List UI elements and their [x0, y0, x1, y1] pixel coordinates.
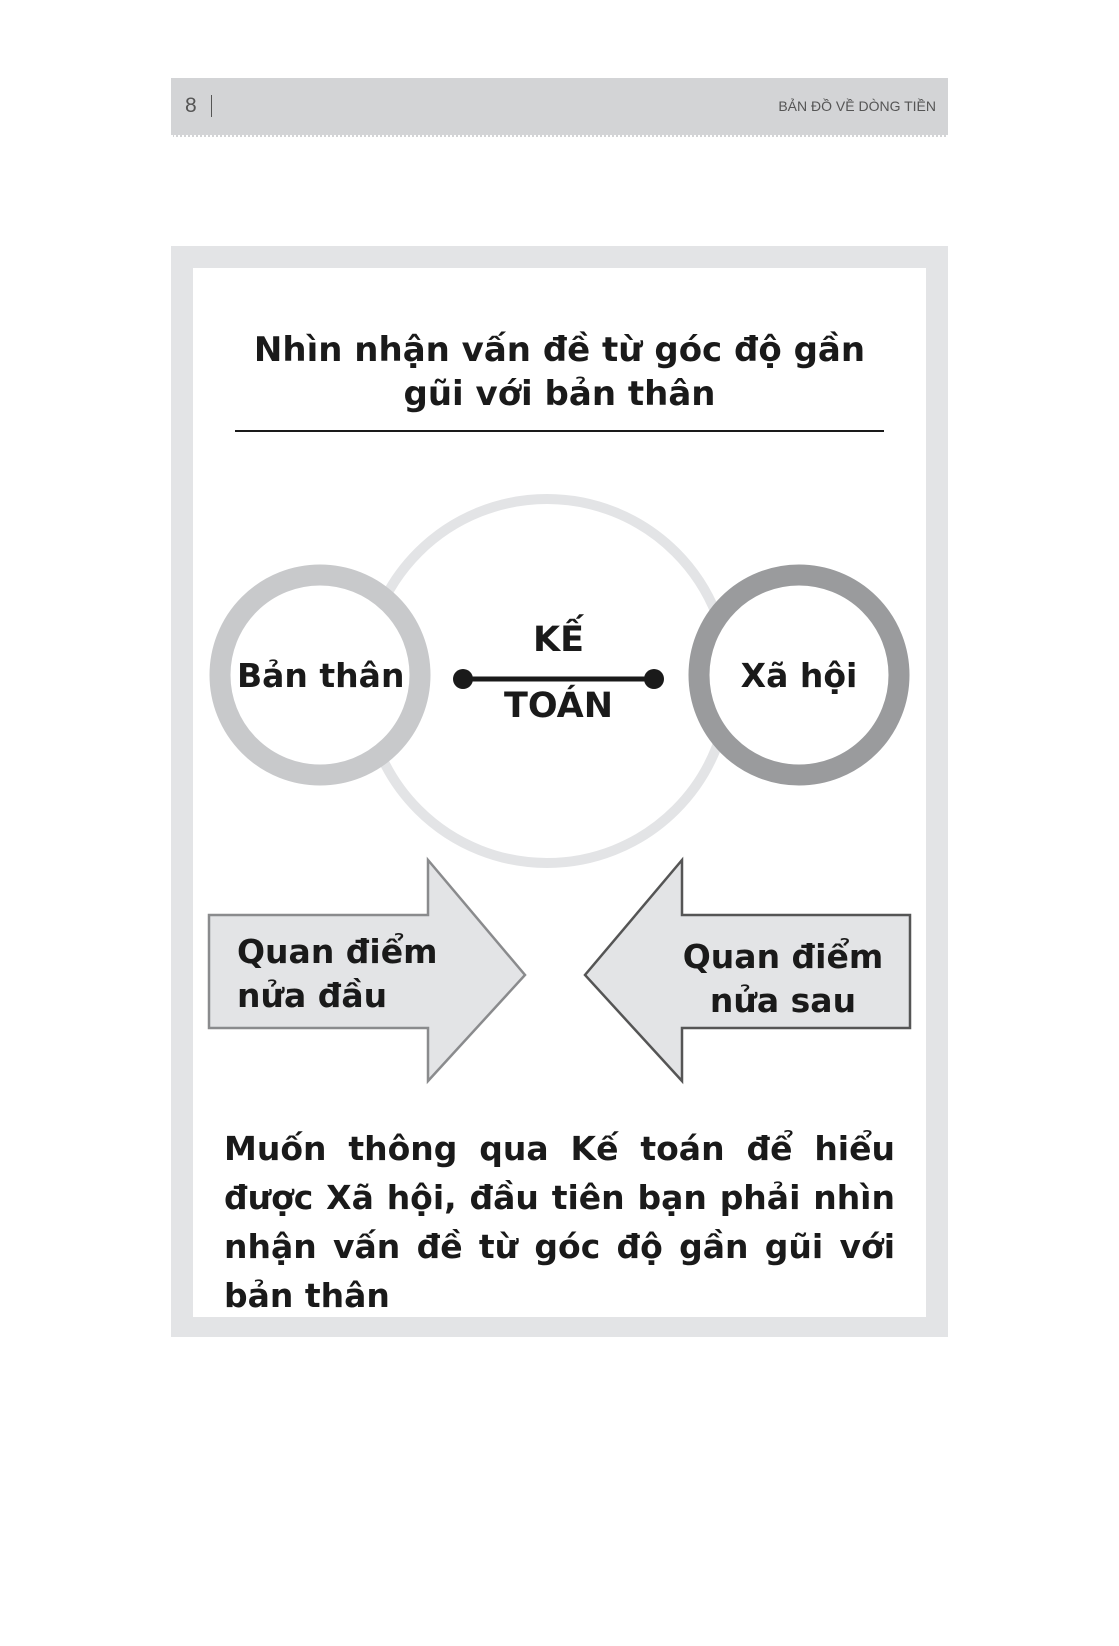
page-number: 8 [185, 94, 197, 117]
left-arrow-label [237, 930, 438, 1018]
center-label-top: KẾ [532, 620, 585, 660]
figure-panel [193, 268, 926, 1317]
right-arrow-label [673, 935, 893, 1023]
center-label-bottom: TOÁN [503, 686, 614, 726]
left-arrow-line2: nửa đầu [237, 976, 388, 1015]
figure-caption: Muốn thông qua Kế toán để hiểu được Xã hội, đầu tiên bạn phải nhìn nhận vấn đề từ góc độ gần gũi với bản thân [224, 1129, 895, 1315]
left-arrow-line1: Quan điểm [237, 932, 438, 971]
figure-title: Nhìn nhận vấn đề từ góc độ gần gũi với bản thân [253, 330, 866, 414]
page-header [171, 78, 948, 137]
header-divider [211, 95, 212, 117]
running-title: BẢN ĐỒ VỀ DÒNG TIỀN [778, 98, 936, 114]
right-circle-label: Xã hội [740, 656, 858, 695]
right-arrow-line1: Quan điểm [682, 937, 884, 976]
right-arrow-line2: nửa sau [709, 981, 857, 1020]
left-circle-label: Bản thân [237, 656, 405, 695]
figure-frame [171, 246, 948, 1337]
